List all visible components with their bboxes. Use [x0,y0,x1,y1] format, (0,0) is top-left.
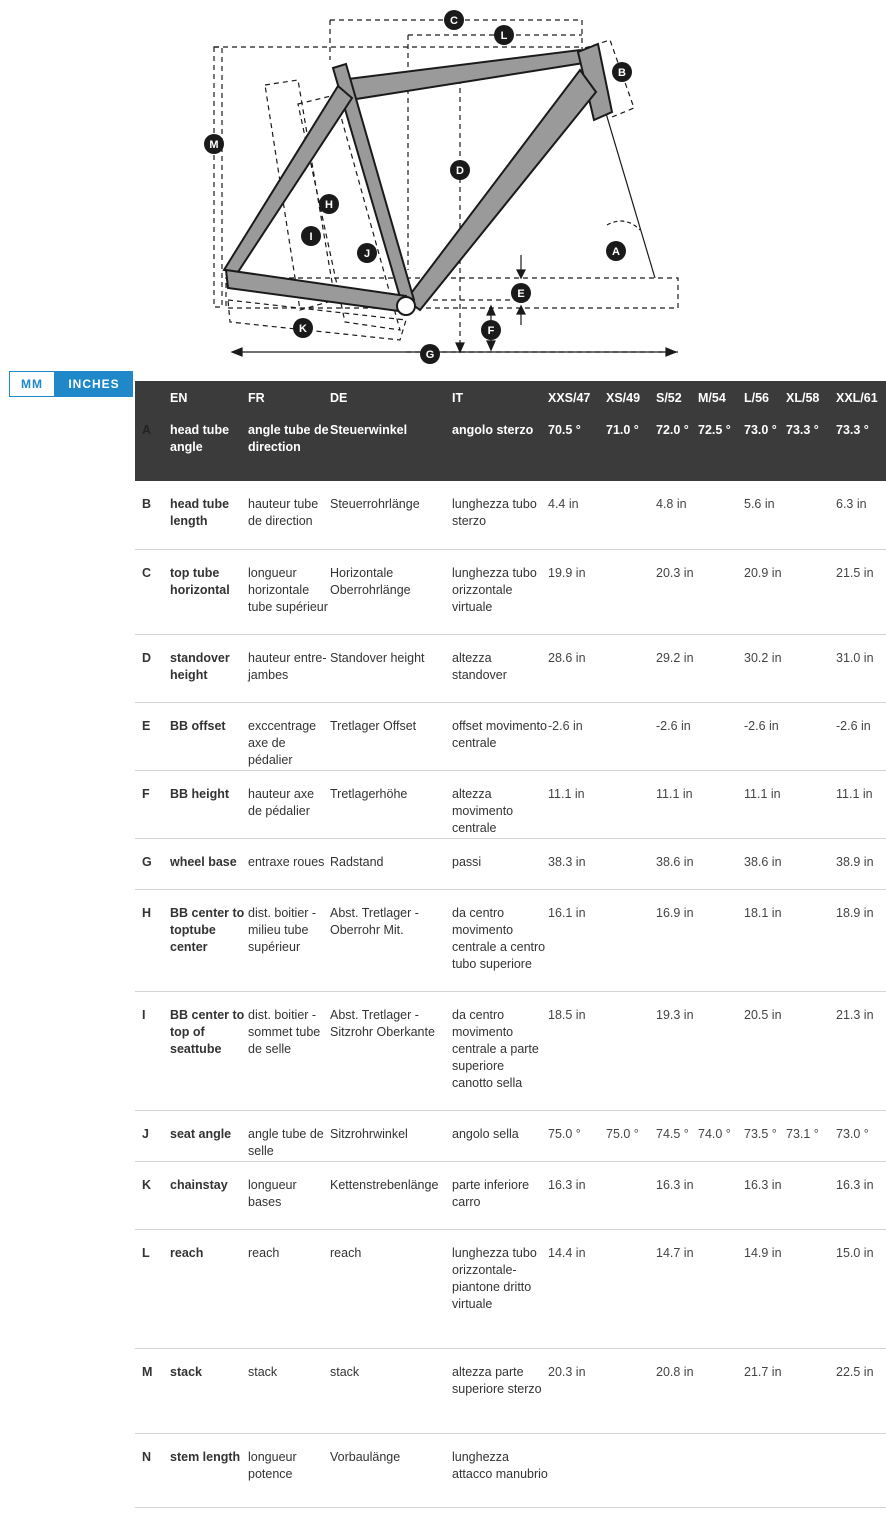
row-value [786,1161,836,1229]
table-row [135,1348,886,1433]
row-value: 72.5 ° [698,423,731,437]
row-value: 20.3 in [548,1364,586,1379]
row-value: 5.6 in [744,497,775,511]
table-row [135,634,886,702]
row-value [606,889,656,991]
row-value [606,1161,656,1229]
row-value: 20.8 in [656,1364,694,1379]
label-c-badge [444,10,464,30]
svg-text:E: E [517,288,525,300]
row-value: 18.1 in [744,905,782,920]
row-value: 21.7 in [744,1364,782,1379]
row-value [698,770,744,838]
row-value [786,1348,836,1433]
table-row [135,770,886,838]
row-fr: exccentrage axe de pédalier [248,718,317,767]
geometry-table [135,381,886,1508]
row-fr: longueur bases [248,1177,297,1209]
row-key: J [142,1126,149,1141]
row-value [698,1161,744,1229]
row-value: 15.0 in [836,1245,874,1260]
row-value: 11.1 in [836,786,873,801]
row-value: 73.1 ° [786,1126,819,1141]
row-value: 38.3 in [548,854,586,869]
row-value: 20.5 in [744,1007,782,1022]
row-value: 16.3 in [836,1177,874,1192]
row-value [786,838,836,889]
row-value: 14.7 in [656,1245,694,1260]
row-value: 73.3 ° [786,423,819,437]
label-h-badge [319,194,339,214]
row-it: lunghezza tubo sterzo [452,497,537,528]
row-value [698,838,744,889]
header-key [135,381,170,407]
row-value [606,1229,656,1348]
table-row [135,1110,886,1161]
row-key: G [142,854,152,869]
row-it: passi [452,854,482,869]
row-value [606,838,656,889]
row-en: BB offset [170,718,226,733]
row-fr: longueur potence [248,1449,297,1481]
row-value: 74.5 ° [656,1126,689,1141]
row-value: 29.2 in [656,650,694,665]
row-value [786,481,836,549]
row-value: 20.9 in [744,565,782,580]
row-value [606,549,656,634]
row-key: I [142,1007,146,1022]
row-value: 18.9 in [836,905,874,920]
row-key: A [142,423,152,437]
row-value [606,1348,656,1433]
row-value: 14.9 in [744,1245,782,1260]
row-value: 75.0 ° [548,1126,581,1141]
row-value: -2.6 in [656,718,691,733]
unit-inches-button[interactable]: INCHES [55,371,133,397]
row-en: stack [170,1364,202,1379]
row-value: 71.0 ° [606,423,639,437]
table-row [135,481,886,549]
row-value [698,634,744,702]
svg-text:C: C [450,15,458,27]
row-value: 11.1 in [548,786,585,801]
row-de: stack [330,1364,360,1379]
row-de: Standover height [330,650,425,665]
row-fr: stack [248,1364,278,1379]
svg-text:M: M [209,139,219,151]
row-value [698,481,744,549]
row-value: 16.9 in [656,905,694,920]
row-value: 16.3 in [548,1177,586,1192]
row-value [786,1229,836,1348]
svg-text:D: D [456,165,464,177]
row-it: altezza parte superiore sterzo [452,1364,542,1396]
svg-text:H: H [325,199,333,211]
unit-mm-button[interactable]: MM [9,371,55,397]
row-value: 20.3 in [656,565,694,580]
unit-toggle [9,371,133,399]
row-value: 4.8 in [656,497,687,511]
bike-frame [224,44,612,315]
label-m-badge [204,134,224,154]
row-en: head tube angle [170,423,230,454]
svg-text:F: F [487,325,495,337]
row-value: 16.3 in [744,1177,782,1192]
row-fr: hauteur entre-jambes [248,650,327,682]
row-key: H [142,905,152,920]
row-de: Sitzrohrwinkel [330,1126,408,1141]
svg-text:J: J [363,248,371,260]
table-row-head-tube-angle [135,407,886,481]
row-value: 75.0 ° [606,1126,639,1141]
row-it: lunghezza tubo orizzontale virtuale [452,565,537,614]
row-en: stem length [170,1449,241,1464]
row-en: standover height [170,650,230,682]
row-value: 6.3 in [836,497,867,511]
row-en: head tube length [170,497,230,528]
row-en: chainstay [170,1177,228,1192]
table-row [135,1433,886,1507]
row-value [606,481,656,549]
row-value [606,991,656,1110]
row-value [698,991,744,1110]
row-value [698,1229,744,1348]
row-value: 73.3 ° [836,423,869,437]
row-value [698,889,744,991]
row-de: Steuerwinkel [330,423,408,437]
row-value: 21.5 in [836,565,874,580]
row-value [786,991,836,1110]
row-de: Abst. Tretlager - Sitzrohr Oberkante [330,1007,435,1039]
svg-text:I: I [309,231,313,243]
row-value: 28.6 in [548,650,586,665]
header-size-xxs47: XXS/47 [548,391,591,405]
row-fr: hauteur axe de pédalier [248,786,315,818]
row-value: 21.3 in [836,1007,874,1022]
row-key: M [142,1364,153,1379]
row-value: 70.5 ° [548,423,581,437]
row-value: 22.5 in [836,1364,874,1379]
row-key: L [142,1245,150,1260]
row-key: F [142,786,150,801]
row-it: da centro movimento centrale a centro tubo superiore [452,905,546,971]
label-j-badge [357,243,377,263]
row-value [786,889,836,991]
row-key: D [142,650,152,665]
row-de: Horizontale Oberrohrlänge [330,565,411,597]
header-size-l56: L/56 [744,391,770,405]
row-it: parte inferiore carro [452,1177,530,1209]
row-value [786,634,836,702]
row-value: 19.9 in [548,565,586,580]
header-size-xxl61: XXL/61 [836,391,878,405]
label-l-badge [494,25,514,45]
row-en: reach [170,1245,204,1260]
geometry-table-container [135,381,886,1521]
header-it: IT [452,391,464,405]
row-fr: hauteur tube de direction [248,497,319,528]
row-value: 31.0 in [836,650,874,665]
table-row [135,1161,886,1229]
header-size-xs49: XS/49 [606,391,641,405]
row-value [698,1348,744,1433]
row-value: -2.6 in [744,718,779,733]
row-it: offset movimento centrale [452,718,547,750]
label-b-badge [612,62,632,82]
row-en: BB height [170,786,230,801]
row-en: seat angle [170,1126,232,1141]
svg-text:G: G [425,349,435,361]
svg-text:L: L [500,30,508,42]
row-it: da centro movimento centrale a parte superiore canotto sella [452,1007,539,1090]
label-d-badge [450,160,470,180]
row-it: angolo sterzo [452,423,534,437]
row-value: 11.1 in [744,786,781,801]
row-fr: dist. boitier - sommet tube de selle [248,1007,321,1056]
row-value [698,549,744,634]
row-en: BB center to toptube center [170,905,245,954]
row-key: E [142,718,151,733]
header-size-xl58: XL/58 [786,391,820,405]
row-value: 38.6 in [744,854,782,869]
row-en: top tube horizontal [170,565,230,597]
label-f-badge [481,320,501,340]
table-row [135,838,886,889]
row-value: -2.6 in [548,718,583,733]
row-de: Steuerrohrlänge [330,497,420,511]
row-fr: angle tube de direction [248,423,329,454]
row-value: 73.0 ° [744,423,777,437]
row-value: 30.2 in [744,650,782,665]
label-a-badge [606,241,626,261]
row-value: -2.6 in [836,718,871,733]
row-key: C [142,565,152,580]
row-fr: reach [248,1245,280,1260]
row-fr: angle tube de selle [248,1126,324,1158]
row-value [606,770,656,838]
row-value: 73.0 ° [836,1126,869,1141]
row-value [786,770,836,838]
row-de: Abst. Tretlager - Oberrohr Mit. [330,905,419,937]
row-value [836,1433,886,1507]
row-value: 16.3 in [656,1177,694,1192]
row-value [606,1433,656,1507]
row-value [786,1433,836,1507]
row-value: 38.9 in [836,854,874,869]
svg-text:A: A [612,246,620,258]
row-de: Tretlagerhöhe [330,786,408,801]
label-i-badge [301,226,321,246]
row-it: lunghezza attacco manubrio [452,1449,548,1481]
label-e-badge [511,283,531,303]
row-value: 4.4 in [548,497,579,511]
row-de: reach [330,1245,362,1260]
row-en: BB center to top of seattube [170,1007,245,1056]
row-it: altezza standover [452,650,507,682]
header-de: DE [330,391,348,405]
svg-text:K: K [299,323,307,335]
row-it: lunghezza tubo orizzontale-piantone dritto virtuale [452,1245,537,1311]
label-g-badge [420,344,440,364]
table-row [135,549,886,634]
row-value [744,1433,786,1507]
table-row [135,991,886,1110]
row-key: N [142,1449,152,1464]
row-fr: dist. boitier - milieu tube supérieur [248,905,317,954]
header-size-m54: M/54 [698,391,726,405]
row-value: 18.5 in [548,1007,586,1022]
frame-geometry-diagram [0,0,886,375]
row-value [698,702,744,770]
row-value [548,1433,606,1507]
row-value [656,1433,698,1507]
row-value [606,634,656,702]
table-row [135,702,886,770]
svg-text:B: B [618,67,626,79]
row-value: 72.0 ° [656,423,689,437]
row-value [786,702,836,770]
row-value: 19.3 in [656,1007,694,1022]
row-it: angolo sella [452,1126,519,1141]
row-it: altezza movimento centrale [452,786,514,835]
row-value: 14.4 in [548,1245,586,1260]
row-value [606,702,656,770]
row-de: Vorbaulänge [330,1449,401,1464]
label-k-badge [293,318,313,338]
row-value: 74.0 ° [698,1126,731,1141]
header-size-s52: S/52 [656,391,682,405]
row-value: 38.6 in [656,854,694,869]
table-row [135,889,886,991]
row-value [786,549,836,634]
row-value: 73.5 ° [744,1126,777,1141]
row-en: wheel base [170,854,237,869]
row-de: Radstand [330,854,384,869]
row-key: K [142,1177,152,1192]
row-de: Tretlager Offset [330,718,417,733]
header-fr: FR [248,391,265,405]
row-key: B [142,497,152,511]
row-value: 11.1 in [656,786,693,801]
row-value [698,1433,744,1507]
row-de: Kettenstrebenlänge [330,1177,439,1192]
table-row [135,1229,886,1348]
row-fr: entraxe roues [248,854,325,869]
row-fr: longueur horizontale tube supérieur [248,565,328,614]
header-en: EN [170,391,188,405]
table-header-row [135,381,886,407]
row-value: 16.1 in [548,905,586,920]
